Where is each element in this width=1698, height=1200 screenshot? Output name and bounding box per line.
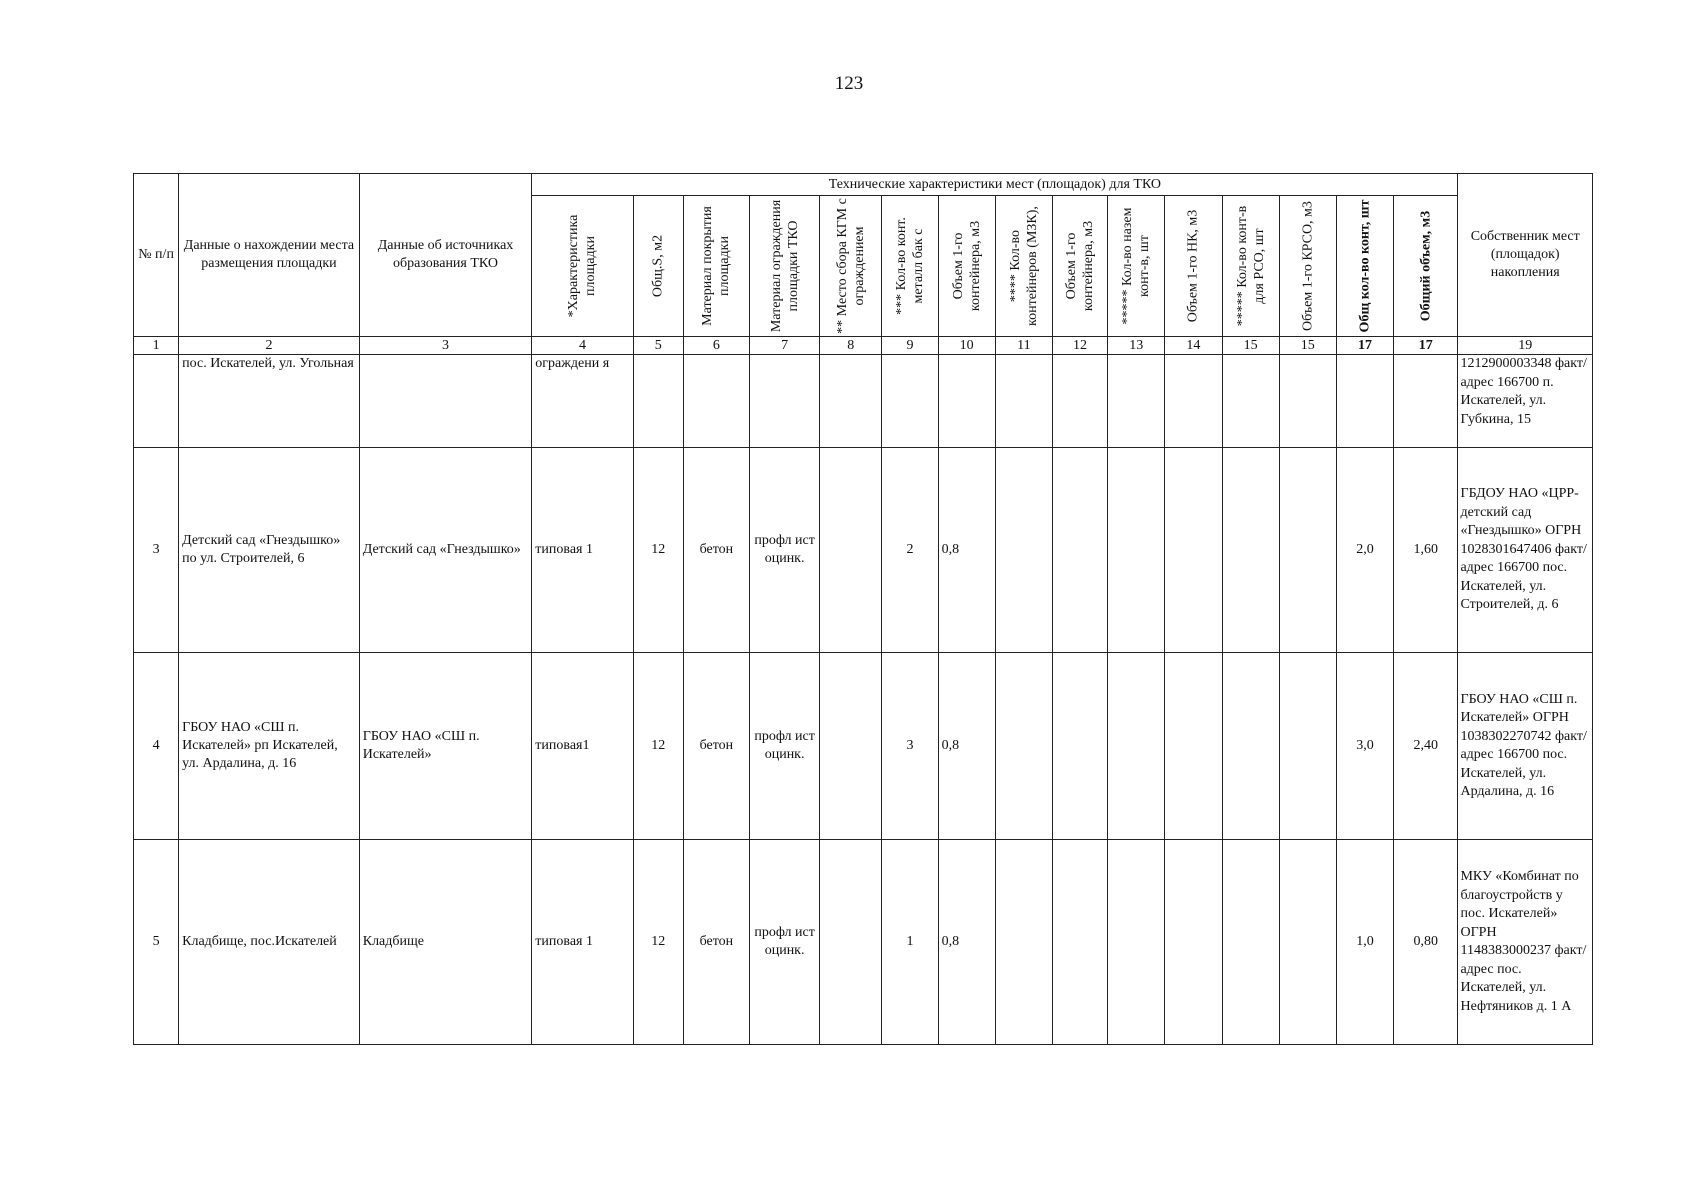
row-krso-vol xyxy=(1279,653,1336,840)
row-nk-vol xyxy=(1165,355,1222,448)
header-fence-material: Материал ограждения площадки ТКО xyxy=(749,196,819,337)
row-nk-vol xyxy=(1165,840,1222,1045)
row-vol2 xyxy=(1052,448,1107,653)
row-total-count xyxy=(1336,355,1393,448)
col-number: 6 xyxy=(683,337,749,355)
header-container-volume: Объем 1-го контейнера, м3 xyxy=(938,196,995,337)
row-owner: ГБОУ НАО «СШ п. Искателей» ОГРН 1038302270742 факт/адрес 166700 пос. Искателей, ул. Ардалина, д. 16 xyxy=(1458,653,1593,840)
col-number: 11 xyxy=(995,337,1052,355)
header-area: Общ.S, м2 xyxy=(633,196,683,337)
row-metal-count: 1 xyxy=(882,840,938,1045)
row-total-vol: 0,80 xyxy=(1394,840,1458,1045)
row-num: 3 xyxy=(134,448,179,653)
row-metal-count: 3 xyxy=(882,653,938,840)
row-area: 12 xyxy=(633,448,683,653)
row-owner: МКУ «Комбинат по благоустройств у пос. Искателей» ОГРН 1148383000237 факт/адрес пос. Искателей, ул. Нефтяников д. 1 А xyxy=(1458,840,1593,1045)
col-number: 4 xyxy=(532,337,633,355)
row-nk-count xyxy=(1108,448,1165,653)
row-sources: Кладбище xyxy=(359,840,532,1045)
header-tech-group: Технические характеристики мест (площадок) для ТКО xyxy=(532,174,1458,196)
row-cover: бетон xyxy=(683,448,749,653)
row-mzk-count xyxy=(995,355,1052,448)
row-cover: бетон xyxy=(683,653,749,840)
row-num xyxy=(134,355,179,448)
col-number: 5 xyxy=(633,337,683,355)
row-area: 12 xyxy=(633,840,683,1045)
row-rso-count xyxy=(1222,840,1279,1045)
row-vol1 xyxy=(938,355,995,448)
col-number: 15 xyxy=(1279,337,1336,355)
header-site-type: *Характеристика площадки xyxy=(532,196,633,337)
row-rso-count xyxy=(1222,355,1279,448)
row-fence: профл ист оцинк. xyxy=(749,840,819,1045)
row-nk-count xyxy=(1108,355,1165,448)
row-vol1: 0,8 xyxy=(938,448,995,653)
col-number: 13 xyxy=(1108,337,1165,355)
header-sources: Данные об источниках образования ТКО xyxy=(359,174,532,337)
row-mzk-count xyxy=(995,653,1052,840)
row-kgm xyxy=(820,840,882,1045)
col-number: 17 xyxy=(1336,337,1393,355)
row-vol2 xyxy=(1052,840,1107,1045)
row-cover: бетон xyxy=(683,840,749,1045)
row-owner: ГБДОУ НАО «ЦРР-детский сад «Гнездышко» ОГРН 1028301647406 факт/адрес 166700 пос. Искателей, ул. Строителей, д. 6 xyxy=(1458,448,1593,653)
row-vol1: 0,8 xyxy=(938,840,995,1045)
row-location: Детский сад «Гнездышко» по ул. Строителей, 6 xyxy=(179,448,360,653)
header-kgm-place: ** Место сбора КГМ с ограждением xyxy=(820,196,882,337)
col-number: 12 xyxy=(1052,337,1107,355)
header-rso-count: ***** Кол-во конт-в для РСО, шт xyxy=(1222,196,1279,337)
row-vol2 xyxy=(1052,355,1107,448)
col-number: 1 xyxy=(134,337,179,355)
col-number: 3 xyxy=(359,337,532,355)
row-kgm xyxy=(820,448,882,653)
row-sources: ГБОУ НАО «СШ п. Искателей» xyxy=(359,653,532,840)
row-total-vol: 2,40 xyxy=(1394,653,1458,840)
row-fence: профл ист оцинк. xyxy=(749,653,819,840)
row-rso-count xyxy=(1222,448,1279,653)
header-mzk-volume: Объем 1-го контейнера, м3 xyxy=(1052,196,1107,337)
row-nk-vol xyxy=(1165,653,1222,840)
table-row xyxy=(134,840,1593,1045)
row-fence: профл ист оцинк. xyxy=(749,448,819,653)
row-vol1: 0,8 xyxy=(938,653,995,840)
table-row xyxy=(134,355,1593,448)
row-metal-count: 2 xyxy=(882,448,938,653)
table-row xyxy=(134,653,1593,840)
column-number-row xyxy=(134,337,1593,355)
header-krso-volume: Объем 1-го КРСО, м3 xyxy=(1279,196,1336,337)
row-location: ГБОУ НАО «СШ п. Искателей» рп Искателей, ул. Ардалина, д. 16 xyxy=(179,653,360,840)
row-krso-vol xyxy=(1279,448,1336,653)
row-site-type: типовая 1 xyxy=(532,448,633,653)
header-location: Данные о нахождении места размещения площадки xyxy=(179,174,360,337)
col-number: 14 xyxy=(1165,337,1222,355)
row-sources xyxy=(359,355,532,448)
header-total-count: Общ кол-во конт, шт xyxy=(1336,196,1393,337)
row-rso-count xyxy=(1222,653,1279,840)
col-number: 19 xyxy=(1458,337,1593,355)
row-metal-count xyxy=(882,355,938,448)
row-site-type: ограждени я xyxy=(532,355,633,448)
col-number: 15 xyxy=(1222,337,1279,355)
row-site-type: типовая 1 xyxy=(532,840,633,1045)
header-mzk-count: **** Кол-во контейнеров (МЗК), xyxy=(995,196,1052,337)
row-kgm xyxy=(820,355,882,448)
row-total-vol: 1,60 xyxy=(1394,448,1458,653)
header-nk-count: ***** Кол-во назем конт-в, шт xyxy=(1108,196,1165,337)
row-area: 12 xyxy=(633,653,683,840)
tko-register-table xyxy=(133,173,1593,1045)
col-number: 7 xyxy=(749,337,819,355)
row-location: пос. Искателей, ул. Угольная xyxy=(179,355,360,448)
header-owner: Собственник мест (площадок) накопления xyxy=(1458,174,1593,337)
row-nk-count xyxy=(1108,840,1165,1045)
row-nk-count xyxy=(1108,653,1165,840)
row-num: 5 xyxy=(134,840,179,1045)
row-fence xyxy=(749,355,819,448)
row-vol2 xyxy=(1052,653,1107,840)
col-number: 9 xyxy=(882,337,938,355)
row-krso-vol xyxy=(1279,355,1336,448)
row-site-type: типовая1 xyxy=(532,653,633,840)
row-owner: 1212900003348 факт/адрес 166700 п. Искателей, ул. Губкина, 15 xyxy=(1458,355,1593,448)
row-total-count: 3,0 xyxy=(1336,653,1393,840)
col-number: 8 xyxy=(820,337,882,355)
row-sources: Детский сад «Гнездышко» xyxy=(359,448,532,653)
row-total-count: 2,0 xyxy=(1336,448,1393,653)
table-row xyxy=(134,448,1593,653)
row-mzk-count xyxy=(995,840,1052,1045)
row-krso-vol xyxy=(1279,840,1336,1045)
header-total-volume: Общий объем, м3 xyxy=(1394,196,1458,337)
row-total-count: 1,0 xyxy=(1336,840,1393,1045)
row-num: 4 xyxy=(134,653,179,840)
col-number: 10 xyxy=(938,337,995,355)
header-num: № п/п xyxy=(134,174,179,337)
row-location: Кладбище, пос.Искателей xyxy=(179,840,360,1045)
row-area xyxy=(633,355,683,448)
row-kgm xyxy=(820,653,882,840)
col-number: 2 xyxy=(179,337,360,355)
header-metal-bin-count: *** Кол-во конт. металл бак с xyxy=(882,196,938,337)
header-cover-material: Материал покрытия площадки xyxy=(683,196,749,337)
row-mzk-count xyxy=(995,448,1052,653)
row-nk-vol xyxy=(1165,448,1222,653)
header-nk-volume: Объем 1-го НК, м3 xyxy=(1165,196,1222,337)
row-cover xyxy=(683,355,749,448)
col-number: 17 xyxy=(1394,337,1458,355)
page-number: 123 xyxy=(834,73,864,94)
row-total-vol xyxy=(1394,355,1458,448)
